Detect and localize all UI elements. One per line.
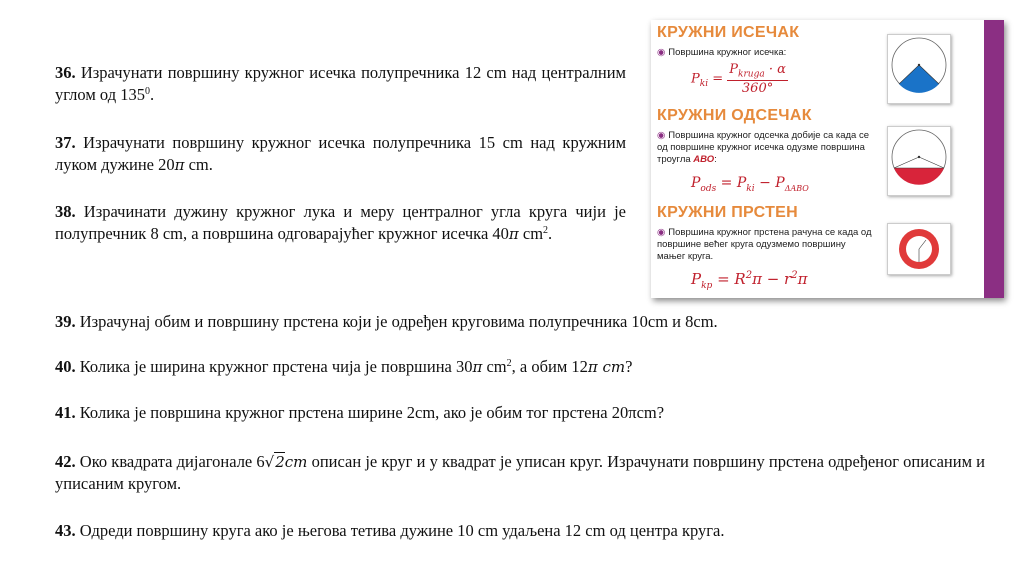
formula-ring (691, 270, 807, 291)
problem-39 (55, 311, 985, 333)
bullet-icon: ◉ (657, 227, 666, 238)
problem-tail: ? (625, 357, 633, 376)
circle-segment-icon (888, 127, 950, 195)
problem-text: Око квадрата дијагонале 6 (79, 452, 265, 471)
bullet-icon: ◉ (657, 47, 666, 58)
problem-36 (55, 62, 626, 106)
card-stripe (984, 20, 1004, 298)
problem-number: 40. (55, 357, 76, 376)
pi-symbol-2: π (587, 358, 598, 376)
sqrt-argument: 2 (275, 453, 285, 471)
num-tail: · α (764, 62, 786, 77)
bullet-text: Површина кружног прстена рачуна се када од површине већег круга одузмемо површину мањег круга. (657, 227, 872, 262)
problem-text: Израчунати површину кружног исечка полупречника 15 cm над кружним луком дужине 20 (55, 133, 627, 174)
circle-sector-icon (888, 35, 950, 103)
circle-ring-icon (888, 224, 950, 274)
num-p: P (729, 62, 739, 77)
sector-diagram (887, 34, 951, 104)
problem-43 (55, 520, 985, 542)
problem-number: 41. (55, 403, 76, 422)
problem-text-end: описан је круг и у квадрат је уписан круг. Израчунати површину прстена одређеног описаним и уписаним кругом. (55, 452, 986, 493)
problem-tail: . (149, 85, 155, 104)
section-title-segment: КРУЖНИ ОДСЕЧАК (657, 107, 812, 124)
problem-number: 42. (55, 452, 76, 471)
f2-p: P (691, 175, 701, 191)
reference-card (651, 20, 1004, 298)
bullet-icon: ◉ (657, 130, 666, 141)
fraction-denominator: 360° (741, 80, 774, 96)
section-bullet-ring (657, 227, 872, 263)
problem-text: Одреди површину круга ако је његова тетива дужине 10 cm удаљена 12 cm од центра круга. (79, 521, 725, 540)
formula-sector (691, 62, 788, 96)
f3-p: P (691, 270, 702, 288)
problem-40 (55, 356, 985, 378)
section-title-ring: КРУЖНИ ПРСТЕН (657, 204, 798, 221)
problem-37 (55, 132, 626, 176)
f3-sup2: 2 (791, 270, 798, 281)
fraction-numerator (727, 62, 788, 81)
fraction (727, 62, 788, 96)
formula-lhs: P (691, 71, 700, 87)
degree-sup: 0 (144, 86, 150, 97)
f2-rest: = P (716, 175, 747, 191)
problem-text: Израчунај обим и површину прстена који је одређен круговима полупречника 10cm и 8cm. (79, 312, 718, 331)
bullet-tail: : (714, 154, 717, 165)
problem-number: 39. (55, 312, 76, 331)
problem-41 (55, 402, 985, 424)
f3-rest3: π (797, 270, 808, 288)
formula-eq: = (708, 71, 728, 87)
problem-42 (55, 451, 985, 495)
problem-number: 38. (55, 202, 76, 221)
f3-sub: kp (701, 281, 713, 291)
f2-rest2: − P (754, 175, 785, 191)
bullet-text: Површина кружног одсечка добије са када се од површине кружног исечка одузме површина троугла (657, 130, 870, 165)
problem-number: 36. (55, 63, 76, 82)
bullet-emphasis: АВО (693, 154, 715, 165)
segment-diagram (887, 126, 951, 196)
pi-symbol: π (472, 358, 483, 376)
num-sub: kruga (738, 69, 765, 80)
problem-number: 37. (55, 133, 76, 152)
f3-rest2: π − r (752, 270, 792, 288)
pi-symbol: π (508, 225, 519, 243)
unit: cm (518, 224, 544, 243)
problem-tail: . (548, 224, 553, 243)
square-sup: 2 (543, 225, 549, 236)
formula-lhs-sub: ki (699, 78, 709, 89)
pi-symbol: π (174, 156, 185, 174)
section-bullet-segment (657, 130, 872, 166)
section-title-sector: КРУЖНИ ИСЕЧАК (657, 24, 800, 41)
problem-text-mid: , а обим 12 (511, 357, 588, 376)
unit: cm (284, 453, 308, 471)
section-bullet-sector (657, 47, 872, 59)
f2-sub2: ki (746, 183, 755, 194)
unit: cm (482, 357, 507, 376)
ring-diagram (887, 223, 951, 275)
formula-segment (691, 175, 809, 194)
f2-sub3: ΔABO (784, 183, 809, 193)
problem-text: Колика је површина кружног прстена ширине 2cm, ако је обим тог прстена 20πcm? (79, 403, 665, 422)
f2-sub: ods (700, 183, 717, 194)
bullet-text: Површина кружног исечка: (668, 47, 787, 58)
unit-2: cm (597, 358, 626, 376)
f3-rest: = R (712, 270, 746, 288)
problem-text: Израчунати површину кружног исечка полупречника 12 cm над централним углом од 135 (55, 63, 626, 104)
f3-sup: 2 (745, 270, 753, 281)
problem-text: Израчинати дужину кружног лука и меру централног угла круга чији је полупречник 8 cm, а површина одговарајућег кружног исечка 40 (55, 202, 626, 243)
problem-text: Колика је ширина кружног прстена чија је површина 30 (79, 357, 473, 376)
square-sup: 2 (506, 358, 512, 369)
problem-text-end: cm. (184, 155, 213, 174)
sqrt-expression: √2 (264, 453, 285, 471)
problem-38 (55, 201, 626, 245)
problem-number: 43. (55, 521, 76, 540)
